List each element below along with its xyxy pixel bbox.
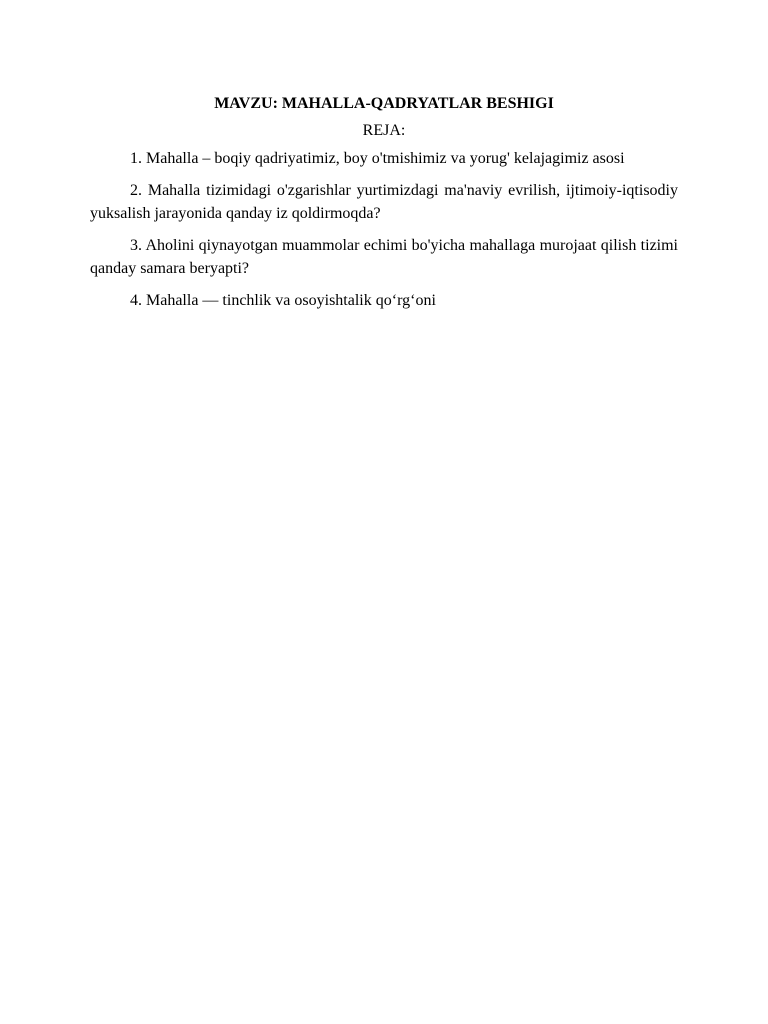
plan-item-4: 4. Mahalla — tinchlik va osoyishtalik qo‘rg‘oni bbox=[130, 292, 436, 309]
plan-item-3: 3. Aholini qiynayotgan muammolar echimi bo'yicha mahallaga murojaat qilish tizimi qanday samara beryapti? bbox=[90, 237, 678, 277]
document-body bbox=[90, 92, 678, 312]
plan-item-1: 1. Mahalla – boqiy qadriyatimiz, boy o'tmishimiz va yorug' kelajagimiz asosi bbox=[130, 150, 625, 167]
plan-heading: REJA: bbox=[362, 122, 406, 139]
plan-list bbox=[90, 147, 678, 312]
document-title: MAVZU: MAHALLA-QADRYATLAR BESHIGI bbox=[214, 95, 554, 112]
plan-item-2: 2. Mahalla tizimidagi o'zgarishlar yurtimizdagi ma'naviy evrilish, ijtimoiy-iqtisodiy yuksalish jarayonida qanday iz qoldirmoqda? bbox=[90, 182, 678, 222]
